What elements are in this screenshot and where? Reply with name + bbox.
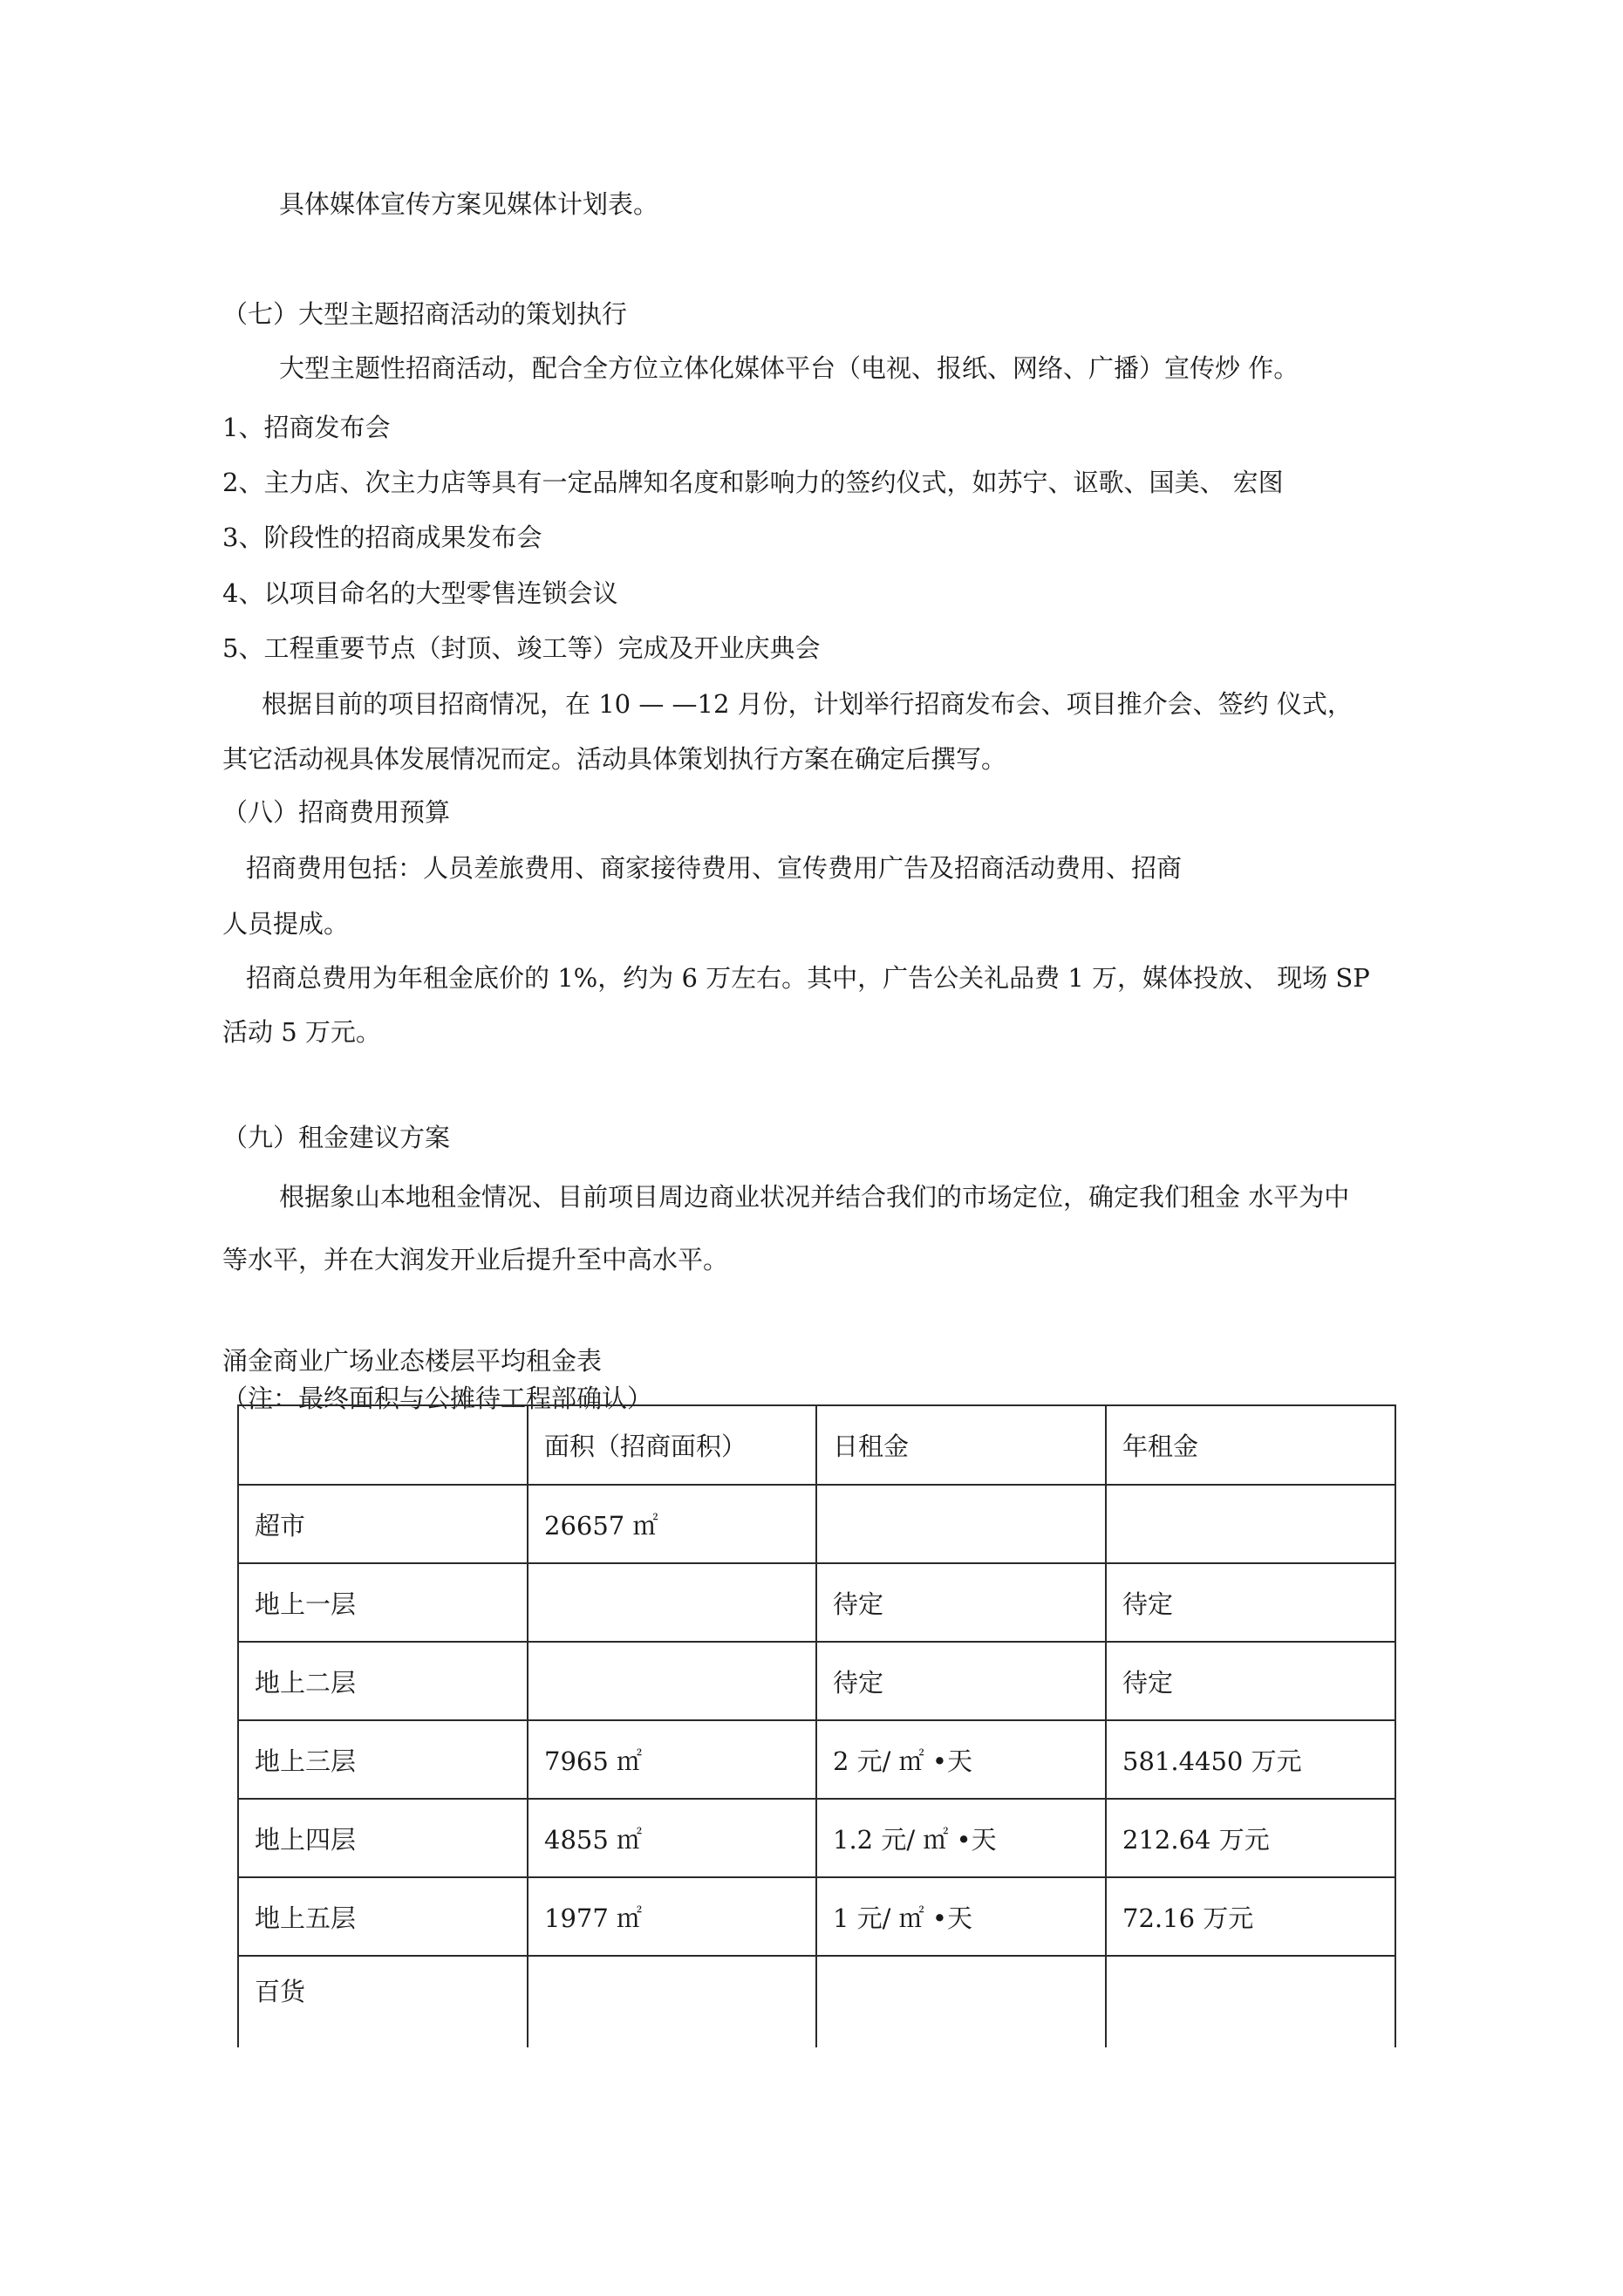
rent-paragraph-line-2: 等水平，并在大润发开业后提升至中高水平。 bbox=[222, 1245, 729, 1274]
table-row bbox=[238, 1956, 1395, 2047]
daily-rent-cell: 待定 bbox=[816, 1642, 1106, 1720]
annual-rent-cell bbox=[1106, 1956, 1395, 2047]
rent-paragraph-line-1: 根据象山本地租金情况、目前项目周边商业状况并结合我们的市场定位，确定我们租金 水平为中 bbox=[279, 1182, 1350, 1212]
table-header-row bbox=[238, 1405, 1395, 1485]
table-note: （注：最终面积与公摊待工程部确认） bbox=[222, 1384, 653, 1413]
section-7-heading: （七）大型主题招商活动的策划执行 bbox=[222, 299, 628, 329]
daily-rent-cell bbox=[816, 1485, 1106, 1563]
daily-rent-cell bbox=[816, 1956, 1106, 2047]
daily-rent-cell: 待定 bbox=[816, 1563, 1106, 1642]
table-row bbox=[238, 1563, 1395, 1642]
area-cell: 26657 ㎡ bbox=[528, 1485, 816, 1563]
row-label: 地上五层 bbox=[238, 1877, 528, 1956]
annual-rent-cell: 212.64 万元 bbox=[1106, 1799, 1395, 1877]
rent-table bbox=[237, 1404, 1396, 2047]
area-cell: 7965 ㎡ bbox=[528, 1720, 816, 1799]
table-title: 涌金商业广场业态楼层平均租金表 bbox=[222, 1346, 603, 1376]
header-cell-daily-rent: 日租金 bbox=[816, 1405, 1106, 1485]
annual-rent-cell bbox=[1106, 1485, 1395, 1563]
header-cell-annual-rent: 年租金 bbox=[1106, 1405, 1395, 1485]
list-item-1: 1、招商发布会 bbox=[222, 413, 391, 442]
header-cell-area: 面积（招商面积） bbox=[528, 1405, 816, 1485]
daily-rent-cell: 1.2 元/ ㎡ •天 bbox=[816, 1799, 1106, 1877]
annual-rent-cell: 72.16 万元 bbox=[1106, 1877, 1395, 1956]
row-label: 地上三层 bbox=[238, 1720, 528, 1799]
area-cell bbox=[528, 1563, 816, 1642]
row-label: 超市 bbox=[238, 1485, 528, 1563]
table-row bbox=[238, 1877, 1395, 1956]
daily-rent-cell: 1 元/ ㎡ •天 bbox=[816, 1877, 1106, 1956]
table-row bbox=[238, 1720, 1395, 1799]
table-row bbox=[238, 1799, 1395, 1877]
row-label: 地上四层 bbox=[238, 1799, 528, 1877]
header-cell-blank bbox=[238, 1405, 528, 1485]
section-8-heading: （八）招商费用预算 bbox=[222, 797, 451, 827]
cost-paragraph-line-2: 人员提成。 bbox=[222, 909, 350, 939]
list-item-3: 3、阶段性的招商成果发布会 bbox=[222, 523, 542, 552]
annual-rent-cell: 待定 bbox=[1106, 1642, 1395, 1720]
table-row bbox=[238, 1485, 1395, 1563]
budget-paragraph-line-1: 招商总费用为年租金底价的 1%，约为 6 万左右。其中，广告公关礼品费 1 万，媒体投放、 现场 SP bbox=[246, 963, 1370, 993]
list-item-4: 4、以项目命名的大型零售连锁会议 bbox=[222, 578, 618, 608]
row-label: 地上一层 bbox=[238, 1563, 528, 1642]
section-7-intro: 大型主题性招商活动，配合全方位立体化媒体平台（电视、报纸、网络、广播）宣传炒 作。 bbox=[279, 353, 1299, 383]
area-cell: 1977 ㎡ bbox=[528, 1877, 816, 1956]
area-cell: 4855 ㎡ bbox=[528, 1799, 816, 1877]
row-label: 地上二层 bbox=[238, 1642, 528, 1720]
schedule-paragraph-line-1: 根据目前的项目招商情况，在 10 — —12 月份，计划举行招商发布会、项目推介会、签约 仪式， bbox=[262, 689, 1353, 719]
schedule-paragraph-line-2: 其它活动视具体发展情况而定。活动具体策划执行方案在确定后撰写。 bbox=[222, 744, 1007, 774]
list-item-5: 5、工程重要节点（封顶、竣工等）完成及开业庆典会 bbox=[222, 633, 821, 663]
annual-rent-cell: 581.4450 万元 bbox=[1106, 1720, 1395, 1799]
area-cell bbox=[528, 1956, 816, 2047]
annual-rent-cell: 待定 bbox=[1106, 1563, 1395, 1642]
daily-rent-cell: 2 元/ ㎡ •天 bbox=[816, 1720, 1106, 1799]
table-row bbox=[238, 1642, 1395, 1720]
list-item-2: 2、主力店、次主力店等具有一定品牌知名度和影响力的签约仪式，如苏宁、讴歌、国美、 宏图 bbox=[222, 468, 1284, 497]
section-9-heading: （九）租金建议方案 bbox=[222, 1123, 451, 1152]
row-label: 百货 bbox=[238, 1956, 528, 2047]
cost-paragraph-line-1: 招商费用包括：人员差旅费用、商家接待费用、宣传费用广告及招商活动费用、招商 bbox=[246, 853, 1183, 883]
media-plan-paragraph: 具体媒体宣传方案见媒体计划表。 bbox=[279, 189, 659, 219]
budget-paragraph-line-2: 活动 5 万元。 bbox=[222, 1017, 381, 1047]
area-cell bbox=[528, 1642, 816, 1720]
